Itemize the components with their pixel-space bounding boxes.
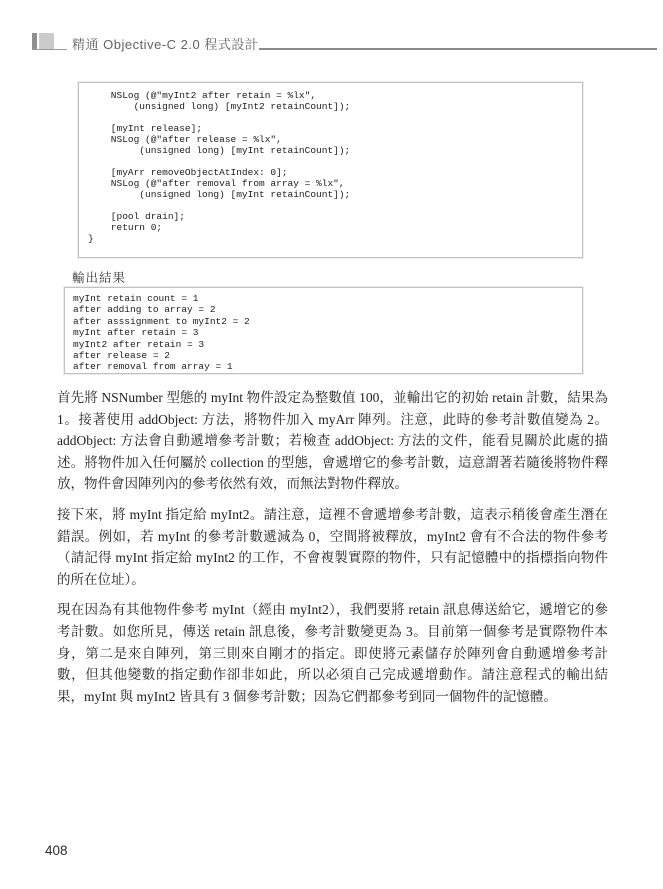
paragraph-3: 現在因為有其他物件參考 myInt（經由 myInt2），我們要將 retain 訊息傳送給它，遞增它的參考計數。如您所見，傳送 retain 訊息後，參考計數變更為 3。目前第一個參考是實際物件本身，第二是來自陣列，第三則來自剛才的指定。即使將元素儲存於陣列會自動遞增參考計數，但其他變數的指定動作卻非如此，所以必須自己完成遞增動作。請注意程式的輸出結果，myInt 與 myInt2 皆具有 3 個參考計數；因為它們都參考到同一個物件的記憶體。: [57, 602, 608, 704]
code-line: [pool drain];: [88, 211, 185, 222]
page-number: 408: [45, 843, 68, 858]
output-line: myInt retain count = 1: [73, 293, 199, 304]
output-line: myInt after retain = 3: [73, 327, 199, 339]
code-line: NSLog (@"myInt2 after retain = %lx",: [88, 90, 317, 101]
output-line: after removal from array = 1: [73, 361, 233, 373]
header-rule: [259, 48, 657, 50]
output-line: after release = 2: [73, 350, 170, 362]
page-header: [0, 0, 663, 60]
paragraph-1: 首先將 NSNumber 型態的 myInt 物件設定為整數值 100，並輸出它的初始 retain 計數，結果為 1。接著使用 addObject: 方法，將物件加入 myArr 陣列。注意，此時的參考計數值變為 2。addObject: 方法會自動遞增參考計數；若檢查 addObject: 方法的文件，能看見關於此處的描述。將物件加入任何屬於 collection 的型態，會遞增它的參考計數，這意謂著若隨後將物件釋放，物件會因陣列內的參考依然有效，而無法對物件釋放。: [57, 390, 608, 492]
code-line: return 0;: [88, 222, 163, 233]
code-line: (unsigned long) [myInt2 retainCount]);: [88, 101, 351, 112]
chapter-marker-light-square-icon: [39, 33, 54, 49]
code-line: (unsigned long) [myInt retainCount]);: [88, 189, 351, 200]
body-text: [57, 387, 608, 716]
output-line: myInt2 after retain = 3: [73, 338, 205, 350]
output-line: after asssignment to myInt2 = 2: [73, 315, 250, 327]
chapter-marker-dark-bar-icon: [32, 33, 37, 49]
code-line: [myArr removeObjectAtIndex: 0];: [88, 167, 288, 178]
code-line: (unsigned long) [myInt retainCount]);: [88, 145, 351, 156]
output-result-label: 輸出結果: [72, 271, 127, 285]
code-line: [88, 156, 578, 167]
code-line: [88, 112, 578, 123]
code-line: [myInt release];: [88, 123, 203, 134]
code-line: NSLog (@"after release = %lx",: [88, 134, 282, 145]
output-line: after adding to array = 2: [73, 304, 216, 316]
code-listing: [78, 82, 583, 258]
code-line: NSLog (@"after removal from array = %lx",: [88, 178, 345, 189]
book-title: 精通 Objective-C 2.0 程式設計: [72, 37, 259, 52]
paragraph-2: 接下來，將 myInt 指定給 myInt2。請注意，這裡不會遞增參考計數，這表示稍後會產生潛在錯誤。例如，若 myInt 的參考計數遞減為 0，空間將被釋放，myInt2 會有不合法的物件參考（請記得 myInt 指定給 myInt2 的工作，不會複製實際的物件，只有記憶體中的指標指向物件的所在位址）。: [57, 506, 608, 587]
code-line: [88, 200, 578, 211]
code-line: }: [88, 233, 94, 244]
chapter-marker-underline: [32, 49, 67, 50]
program-output: [64, 287, 583, 374]
